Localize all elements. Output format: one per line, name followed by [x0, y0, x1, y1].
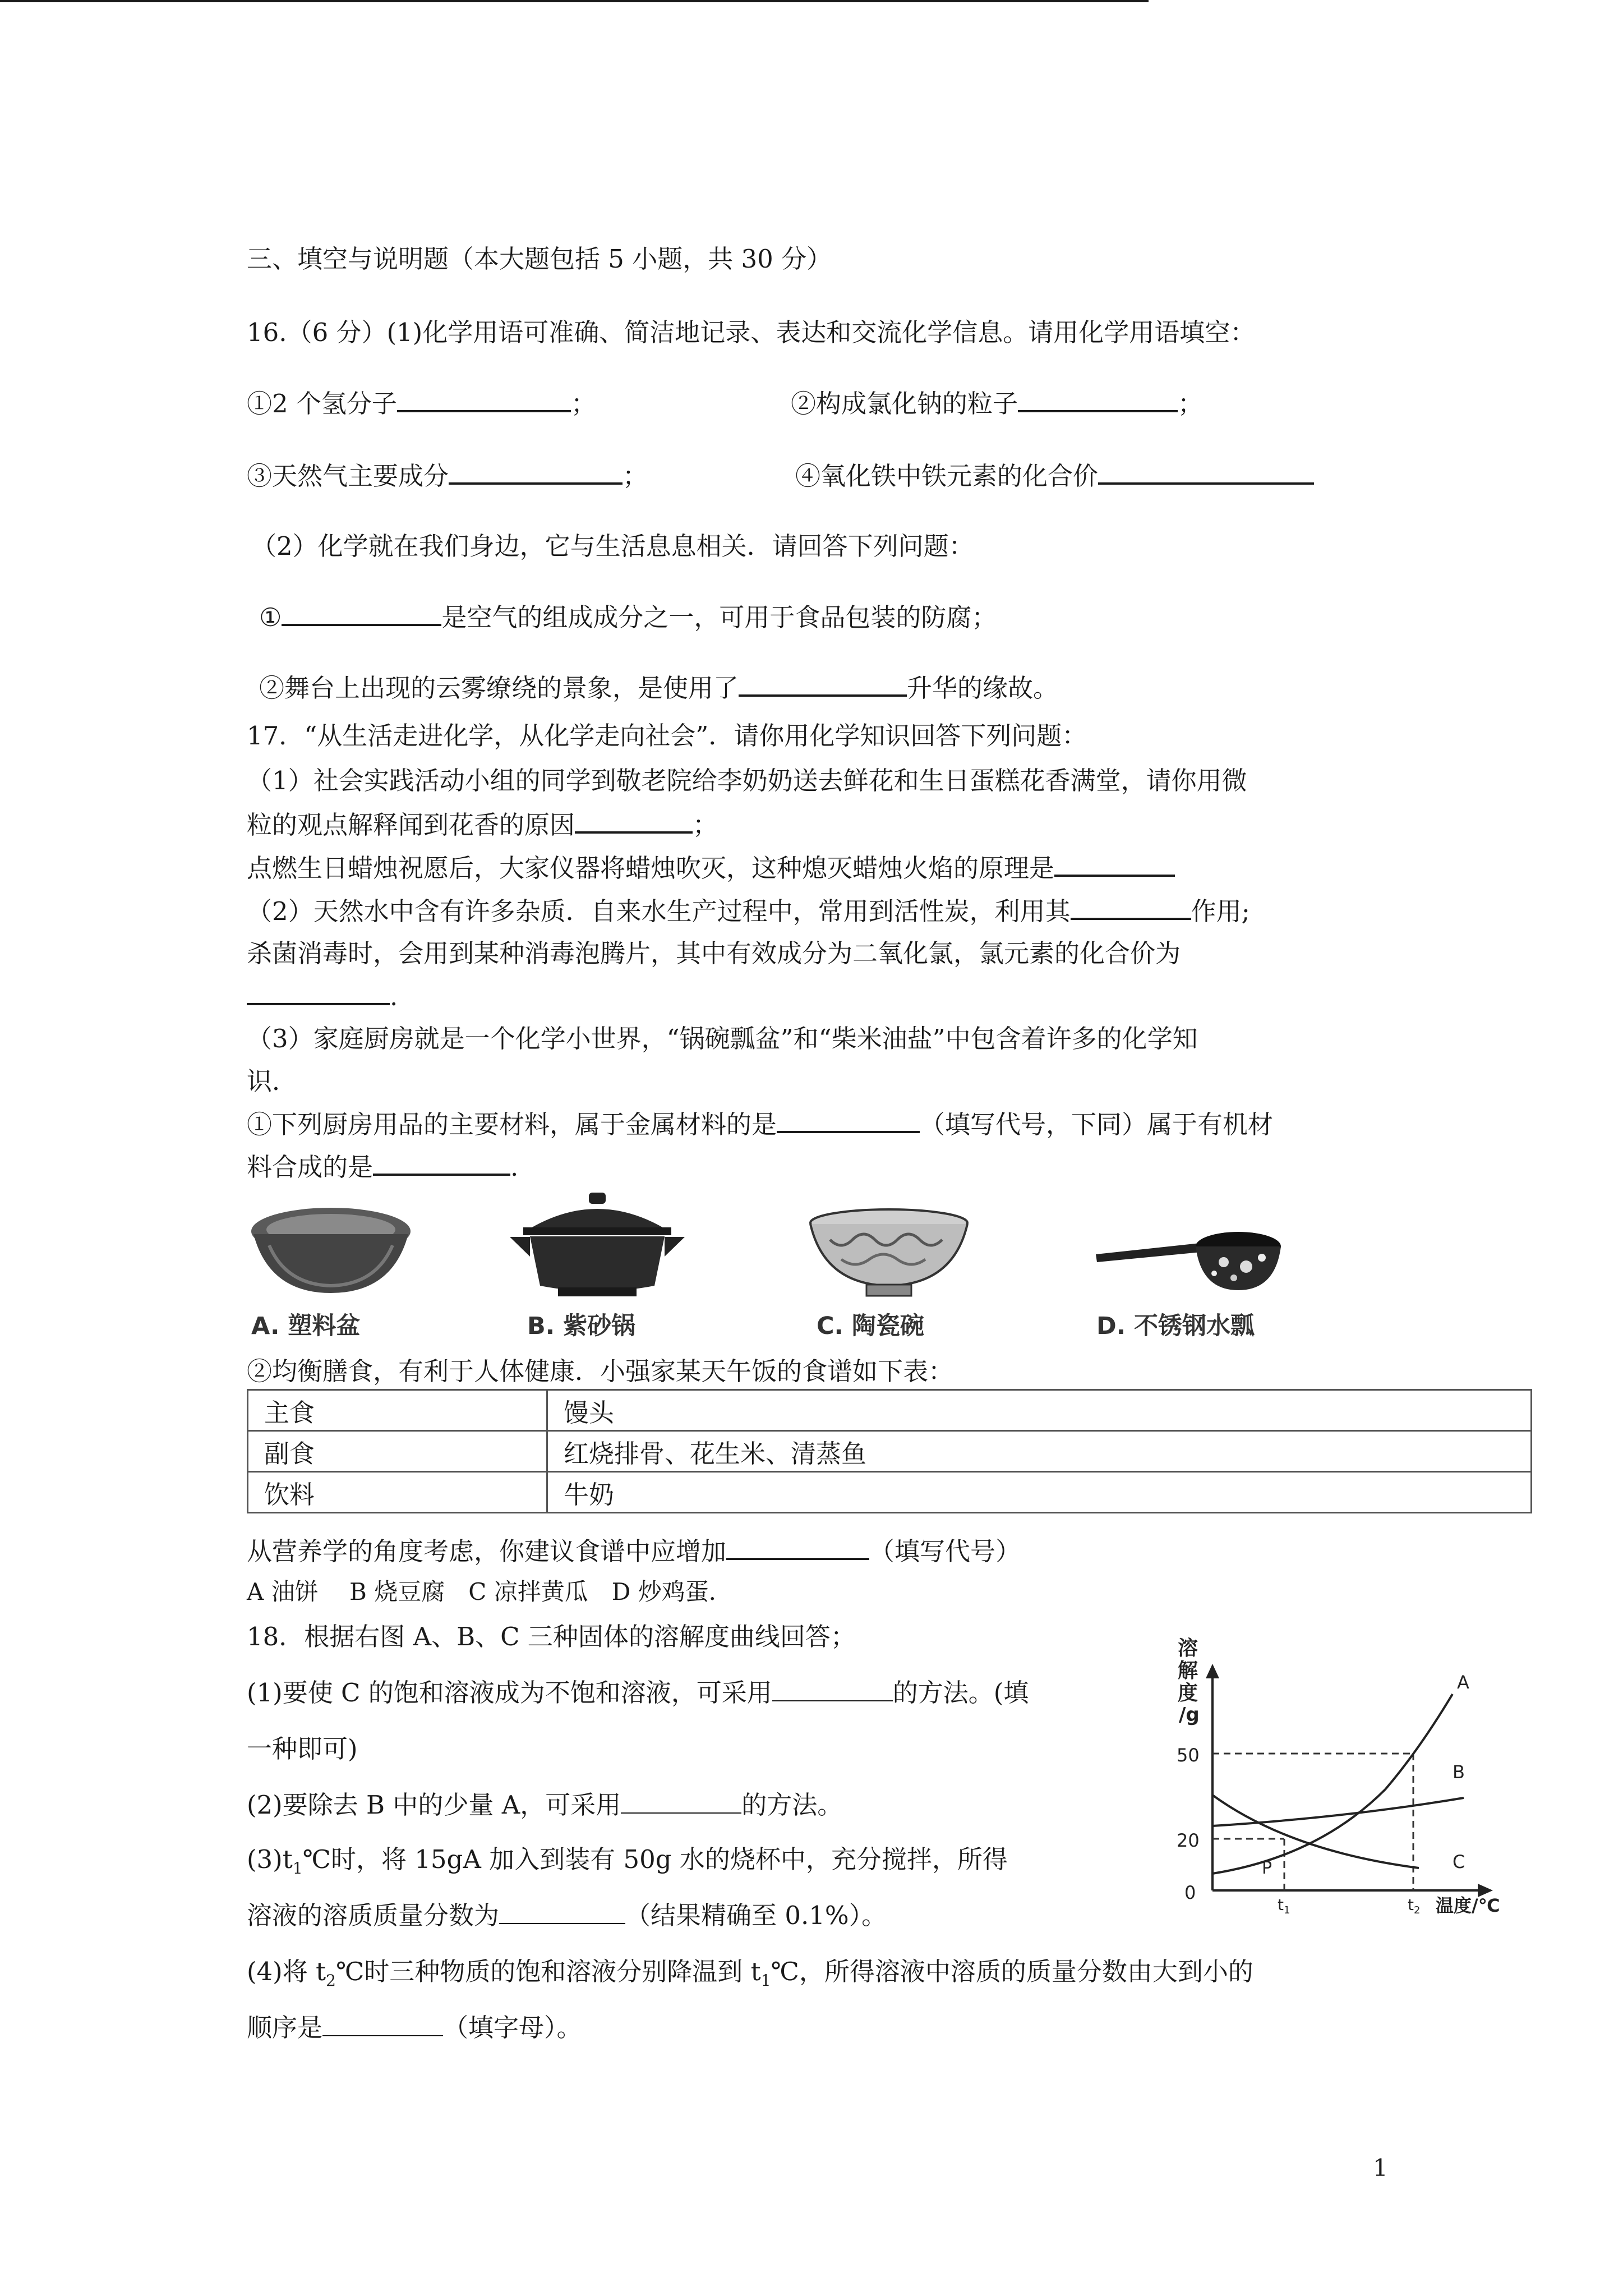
header-rule — [0, 0, 1149, 2]
q17-p1-l2 — [247, 808, 718, 842]
q18-s4-l2-text: 顺序是 — [247, 2013, 323, 2042]
q17-p3-l2: 识． — [247, 1066, 298, 1096]
table-row — [248, 1472, 1532, 1513]
steel-ladle-image — [1094, 1212, 1284, 1296]
q17-p1-l2-text: 粒的观点解释闻到花香的原因 — [247, 810, 575, 840]
answer-blank[interactable] — [575, 808, 693, 834]
subscript: 1 — [292, 1859, 303, 1878]
q18-s3-l2 — [247, 1899, 887, 1932]
curve-c — [1212, 1795, 1419, 1868]
item-c-caption: C. 陶瓷碗 — [817, 1312, 924, 1340]
q16-b1 — [259, 600, 997, 634]
answer-blank[interactable] — [397, 386, 571, 412]
q17-q1-l1 — [247, 1107, 1273, 1142]
q17-q1-l2-text: 料合成的是 — [247, 1152, 374, 1182]
t2-label: $t_2$ — [1408, 1895, 1421, 1916]
q18-s2-end: 的方法。 — [741, 1790, 843, 1820]
q16-b2 — [259, 671, 1058, 705]
item-a-caption: A. 塑料盆 — [251, 1312, 361, 1340]
ylabel-char: 溶 — [1178, 1637, 1198, 1660]
answer-blank[interactable] — [1071, 894, 1191, 920]
ylabel-char: /g — [1179, 1704, 1200, 1726]
curve-b — [1212, 1798, 1464, 1826]
q17-p2-l1 — [247, 894, 1250, 928]
q16-item-2 — [791, 386, 1203, 421]
point-p-label: P — [1262, 1858, 1272, 1878]
item-d-caption: D. 不锈钢水瓢 — [1096, 1312, 1255, 1340]
q17-p1-l3 — [247, 851, 1175, 885]
q17-p2-l2: 杀菌消毒时，会用到某种消毒泡腾片，其中有效成分为二氧化氯，氯元素的化合价为 — [247, 938, 1181, 968]
q18-s1-l2: 一种即可) — [247, 1734, 358, 1764]
answer-blank[interactable] — [772, 1677, 893, 1701]
subscript: 1 — [760, 1971, 771, 1990]
table-row — [248, 1431, 1532, 1472]
answer-blank[interactable] — [247, 979, 390, 1005]
ylabel-char: 解 — [1178, 1659, 1198, 1682]
q17-p2-end: 作用; — [1191, 896, 1250, 926]
q17-q2-ask — [247, 1534, 1021, 1568]
table-cell-value: 馒头 — [547, 1390, 1532, 1431]
table-cell-value: 红烧排骨、花生米、清蒸鱼 — [547, 1431, 1532, 1472]
period: . — [390, 982, 398, 1011]
q17-intro: 17．“从生活走进化学，从化学走向社会”．请你用化学知识回答下列问题： — [247, 721, 1087, 751]
curve-a-label: A — [1457, 1672, 1469, 1693]
q18-s2 — [247, 1788, 842, 1822]
q16-part2: （2）化学就在我们身边，它与生活息息相关．请回答下列问题： — [251, 531, 974, 561]
item-b-caption: B. 紫砂锅 — [527, 1312, 636, 1340]
solubility-diagram — [1150, 1627, 1531, 1918]
q16-b2-text: ②舞台上出现的云雾缭绕的景象，是使用了 — [259, 673, 739, 703]
answer-blank[interactable] — [739, 671, 907, 697]
semicolon: ； — [570, 389, 596, 418]
q17-p2-l3 — [247, 979, 398, 1014]
q17-ask-end: （填写代号） — [869, 1536, 1021, 1566]
q16-a2-label: ②构成氯化钠的粒子 — [791, 389, 1018, 418]
q16-item-3 — [247, 459, 648, 493]
answer-blank[interactable] — [1098, 459, 1314, 485]
curve-b-label: B — [1453, 1761, 1465, 1783]
q18-s4-l2-end: （填字母）。 — [443, 2013, 582, 2042]
q17-ask-text: 从营养学的角度考虑，你建议食谱中应增加 — [247, 1536, 727, 1566]
q18-s4 — [247, 1955, 1253, 1998]
menu-table — [247, 1389, 1532, 1513]
origin-label: 0 — [1184, 1882, 1196, 1903]
answer-blank[interactable] — [373, 1150, 510, 1176]
q18-s2-text: (2)要除去 B 中的少量 A，可采用 — [247, 1790, 621, 1820]
clay-pot-image — [508, 1189, 687, 1301]
table-cell-value: 牛奶 — [547, 1472, 1532, 1513]
y-tick-50: 50 — [1177, 1745, 1200, 1766]
q18-s3 — [247, 1843, 1008, 1885]
q17-p3-l1: （3）家庭厨房就是一个化学小世界，“锅碗瓢盆”和“柴米油盐”中包含着许多的化学知 — [247, 1024, 1198, 1053]
plastic-basin-image — [247, 1200, 415, 1301]
q16-item-4 — [795, 459, 1314, 493]
circle-1: ① — [259, 602, 282, 632]
answer-blank[interactable] — [1018, 386, 1178, 412]
q18-s3-l2-end: （结果精确至 0.1%）。 — [625, 1901, 887, 1930]
q17-q2-text: ②均衡膳食，有利于人体健康．小强家某天午饭的食谱如下表： — [247, 1356, 954, 1386]
q18-s4-text-b: ℃时三种物质的饱和溶液分别降温到 t — [335, 1957, 761, 1986]
answer-blank[interactable] — [322, 2012, 443, 2036]
q17-q1-l2 — [247, 1150, 518, 1184]
q18-s3-l2-text: 溶液的溶质质量分数为 — [247, 1901, 500, 1930]
answer-blank[interactable] — [282, 600, 441, 626]
answer-blank[interactable] — [499, 1899, 625, 1924]
xlabel: 温度/℃ — [1436, 1895, 1500, 1916]
answer-blank[interactable] — [726, 1534, 869, 1560]
q16-a3-label: ③天然气主要成分 — [247, 461, 449, 491]
answer-blank[interactable] — [449, 459, 623, 485]
table-cell-key: 饮料 — [248, 1472, 547, 1513]
semicolon: ； — [693, 810, 718, 840]
y-tick-20: 20 — [1177, 1830, 1200, 1851]
q17-q2-options: A 油饼 B 烧豆腐 C 凉拌黄瓜 D 炒鸡蛋． — [247, 1578, 732, 1605]
ylabel-char: 度 — [1178, 1682, 1198, 1705]
table-cell-key: 副食 — [248, 1431, 547, 1472]
q18-s3-text-b: ℃时，将 15gA 加入到装有 50g 水的烧杯中，充分搅拌，所得 — [302, 1844, 1008, 1874]
q18-s1-text: (1)要使 C 的饱和溶液成为不饱和溶液，可采用 — [247, 1678, 772, 1708]
period: . — [510, 1152, 519, 1182]
q16-a1-label: ①2 个氢分子 — [247, 389, 397, 418]
q16-b2-end: 升华的缘故。 — [907, 673, 1059, 703]
q18-s1 — [247, 1676, 1029, 1710]
table-cell-key: 主食 — [248, 1390, 547, 1431]
answer-blank[interactable] — [1054, 851, 1175, 877]
q18-s4-l2 — [247, 2011, 582, 2045]
q18-s3-text: (3)t — [247, 1844, 293, 1874]
q17-q1-end: （填写代号，下同）属于有机材 — [920, 1110, 1274, 1139]
q17-p1-l1: （1）社会实践活动小组的同学到敬老院给李奶奶送去鲜花和生日蛋糕花香满堂，请你用微 — [247, 766, 1247, 795]
q17-p1-l3-text: 点燃生日蜡烛祝愿后，大家仪器将蜡烛吹灭，这种熄灭蜡烛火焰的原理是 — [247, 853, 1055, 883]
q16-b1-text: 是空气的组成成分之一，可用于食品包装的防腐； — [441, 602, 997, 632]
t1-label: $t_1$ — [1278, 1895, 1290, 1916]
semicolon: ； — [1178, 389, 1204, 418]
y-arrow-icon — [1206, 1664, 1219, 1678]
answer-blank[interactable] — [621, 1789, 741, 1814]
subscript: 2 — [326, 1971, 336, 1990]
table-row — [248, 1390, 1532, 1431]
q17-q1-text: ①下列厨房用品的主要材料，属于金属材料的是 — [247, 1110, 777, 1139]
page-number: 1 — [1373, 2154, 1388, 2182]
q18-intro: 18．根据右图 A、B、C 三种固体的溶解度曲线回答； — [247, 1622, 856, 1651]
curve-a — [1212, 1694, 1453, 1874]
ceramic-bowl-image — [808, 1206, 970, 1301]
section-title: 三、填空与说明题（本大题包括 5 小题，共 30 分） — [247, 244, 832, 274]
q18-s1-end: 的方法。(填 — [892, 1678, 1029, 1708]
q17-p2-text: （2）天然水中含有许多杂质．自来水生产过程中，常用到活性炭，利用其 — [247, 896, 1071, 926]
answer-blank[interactable] — [777, 1107, 920, 1133]
semicolon: ； — [623, 461, 648, 491]
q16-intro: 16.（6 分）(1)化学用语可准确、简洁地记录、表达和交流化学信息。请用化学用语填空： — [247, 318, 1256, 347]
q16-a4-label: ④氧化铁中铁元素的化合价 — [795, 461, 1099, 491]
q18-s4-text-c: ℃，所得溶液中溶质的质量分数由大到小的 — [771, 1957, 1253, 1986]
q18-s4-text: (4)将 t — [247, 1957, 326, 1986]
q16-item-1 — [247, 386, 596, 421]
curve-c-label: C — [1453, 1851, 1465, 1872]
